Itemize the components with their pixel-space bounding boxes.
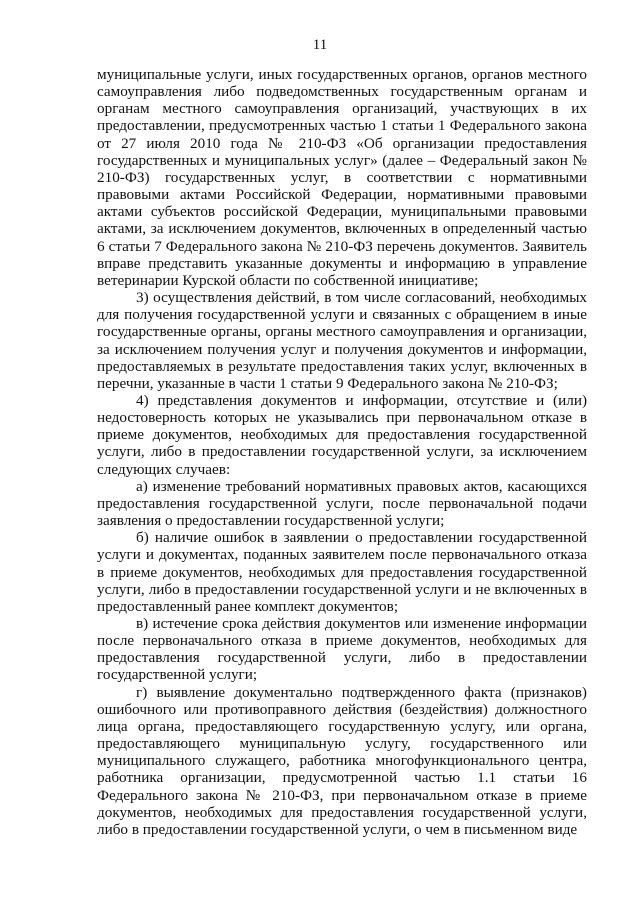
paragraph-item-3: 3) осуществления действий, в том числе согласований, необходимых для получения государственной услуги и связанных с обращением в иные государственные органы, органы местного самоуправления и организации, за исключением получения услуг и получения документов и информации, предоставляемых в результате предоставления таких услуг, включенных в перечни, указанные в части 1 статьи 9 Федерального закона № 210-ФЗ; [97,289,587,392]
paragraph-subitem-b: б) наличие ошибок в заявлении о предоставлении государственной услуги и документах, поданных заявителем после первоначального отказа в приеме документов, необходимых для предоставления государственной услуги, либо в предоставлении государственной услуги и не включенных в предоставленный ранее комплект документов; [97,529,587,615]
paragraph-subitem-a: а) изменение требований нормативных правовых актов, касающихся предоставления государственной услуги, после первоначальной подачи заявления о предоставлении государственной услуги; [97,477,587,530]
page-number: 11 [312,37,328,53]
paragraph-item-4: 4) представления документов и информации, отсутствие и (или) недостоверность которых не указывались при первоначальном отказе в приеме документов, необходимых для предоставления государственной услуги, либо в предоставлении государственной услуги, за исключением следующих случаев: [97,391,587,478]
paragraph-continuation: муниципальные услуги, иных государственных органов, органов местного самоуправления либо подведомственных государственным органам и органам местного самоуправления организаций, участвующих в их предоставлении, предусмотренных частью 1 статьи 1 Федерального закона от 27 июля 2010 года № 210-ФЗ «Об организации предоставления государственных и муниципальных услуг» (далее – Федеральный закон № 210-ФЗ) государственных услуг, в соответствии с нормативными правовыми актами Российской Федерации, нормативными правовыми актами субъектов российской Федерации, муниципальными правовыми актами, за исключением документов, включенных в определенный частью 6 статьи 7 Федерального закона № 210-ФЗ перечень документов. Заявитель вправе представить указанные документы и информацию в управление ветеринарии Курской области по собственной инициативе; [97,66,587,289]
paragraph-subitem-g: г) выявление документально подтвержденного факта (признаков) ошибочного или противоправного действия (бездействия) должностного лица органа, предоставляющего государственную услугу, или органа, предоставляющего муниципальную услугу, государственного или муниципального служащего, работника многофункционального центра, работника организации, предусмотренной частью 1.1 статьи 16 Федерального закона № 210-ФЗ, при первоначальном отказе в приеме документов, необходимых для предоставления государственной услуги, либо в предоставлении государственной услуги, о чем в письменном виде [97,683,587,838]
document-body [97,66,587,838]
paragraph-subitem-v: в) истечение срока действия документов или изменение информации после первоначального отказа в приеме документов, необходимых для предоставления государственной услуги, либо в предоставлении государственной услуги; [97,615,587,684]
